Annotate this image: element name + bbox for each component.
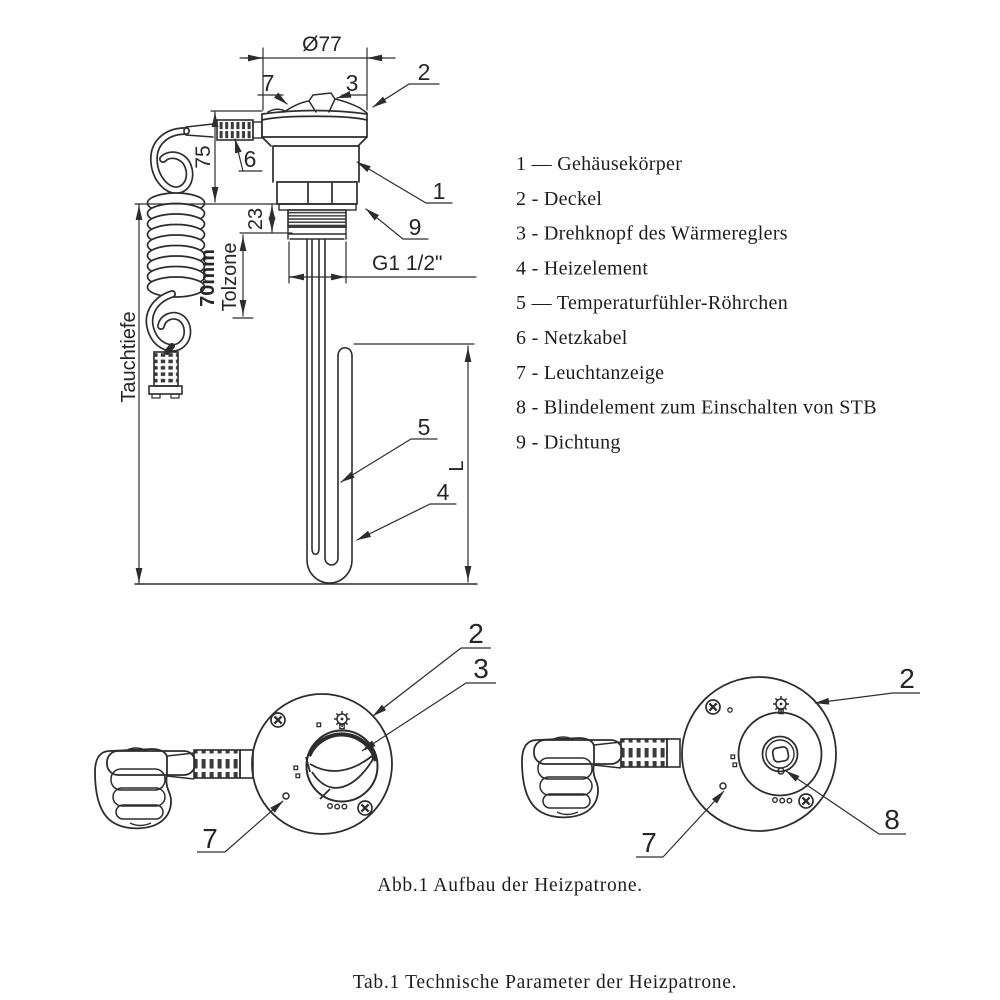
legend-item-1: 1 — Gehäusekörper (516, 153, 683, 175)
callout-2-left: 2 (468, 618, 484, 649)
cap-deckel (262, 111, 367, 147)
cable-gland (217, 120, 253, 140)
callout-7-left: 7 (202, 823, 218, 854)
plug-assembly-right (522, 737, 680, 817)
screw-icon (799, 794, 813, 808)
plug-end-view (149, 352, 182, 398)
heat-symbol-icon (334, 711, 350, 729)
thread-section (288, 210, 346, 239)
dim-diameter-label: Ø77 (302, 33, 342, 56)
dial-mark (733, 763, 737, 767)
dial-mark (731, 755, 735, 759)
callout-9-main: 9 (408, 214, 422, 240)
dim-deadzone-label: Tolzone (219, 242, 241, 312)
callout-6-main: 6 (243, 146, 257, 172)
cap-face-right (682, 677, 836, 831)
knob-recess (739, 713, 822, 796)
dim-head-height: 75 (192, 145, 215, 169)
knob-circle (307, 731, 378, 802)
sensor-tube-dome (338, 348, 352, 356)
indicator-light-hole (283, 793, 289, 799)
blind-element-inner (766, 740, 794, 768)
legend-item-2: 2 - Deckel (516, 187, 603, 210)
callout-2-main: 2 (417, 59, 431, 85)
front-view-without-knob (522, 663, 920, 858)
main-callouts (235, 84, 456, 540)
housing-body (273, 146, 359, 210)
screw-icon (706, 700, 720, 714)
dial-mark (728, 708, 732, 712)
cable-coil (148, 193, 205, 297)
dial-mark (317, 723, 321, 727)
dim-element-length: L (446, 460, 468, 472)
callout-4-main: 4 (436, 479, 450, 505)
callout-8-right: 8 (884, 804, 900, 835)
plug-assembly-left (95, 748, 253, 828)
legend-item-8: 8 - Blindelement zum Einschalten von STB (516, 396, 877, 419)
dim-thread-size: G1 1/2" (372, 252, 443, 275)
legend-item-5: 5 — Temperaturfühler-Röhrchen (516, 292, 788, 315)
dim-immersion-depth: Tauchtiefe (118, 311, 140, 403)
table-caption: Tab.1 Technische Parameter der Heizpatrone. (352, 972, 738, 993)
callout-3-left: 3 (473, 653, 489, 684)
dim-thread-length: 23 (245, 207, 267, 231)
dim-deadzone-value: 70mm (197, 249, 219, 307)
callout-7-right: 7 (641, 827, 657, 858)
legend-item-7: 7 - Leuchtanzeige (516, 361, 665, 384)
main-side-view (118, 33, 477, 584)
screw-icon (358, 801, 372, 815)
callout-7-main: 7 (261, 70, 275, 96)
legend-item-9: 9 - Dichtung (516, 431, 621, 454)
legend-item-3: 3 - Drehknopf des Wärmereglers (516, 222, 788, 245)
callout-5-main: 5 (417, 414, 431, 440)
dial-mark (296, 774, 300, 778)
screw-icon (271, 713, 285, 727)
dial-dots (328, 804, 347, 809)
callout-1-main: 1 (432, 178, 446, 204)
heating-element-tubes (307, 239, 352, 583)
dial-mark (294, 766, 298, 770)
indicator-light-hole (720, 783, 726, 789)
blind-element-slot (772, 746, 789, 762)
legend-item-6: 6 - Netzkabel (516, 327, 628, 349)
gasket-dichtung (279, 204, 356, 210)
figure-caption: Abb.1 Aufbau der Heizpatrone. (377, 875, 643, 896)
blind-element-outer (763, 737, 798, 772)
heat-symbol-icon (773, 696, 789, 714)
dial-dots (773, 798, 792, 803)
front-view-with-knob (95, 618, 496, 854)
knob-grip (306, 756, 373, 799)
callout-3-main: 3 (345, 70, 359, 96)
right-view-callout-leaders (636, 693, 920, 857)
legend (516, 153, 877, 453)
callout-2-right: 2 (899, 663, 915, 694)
legend-item-4: 4 - Heizelement (516, 257, 649, 280)
